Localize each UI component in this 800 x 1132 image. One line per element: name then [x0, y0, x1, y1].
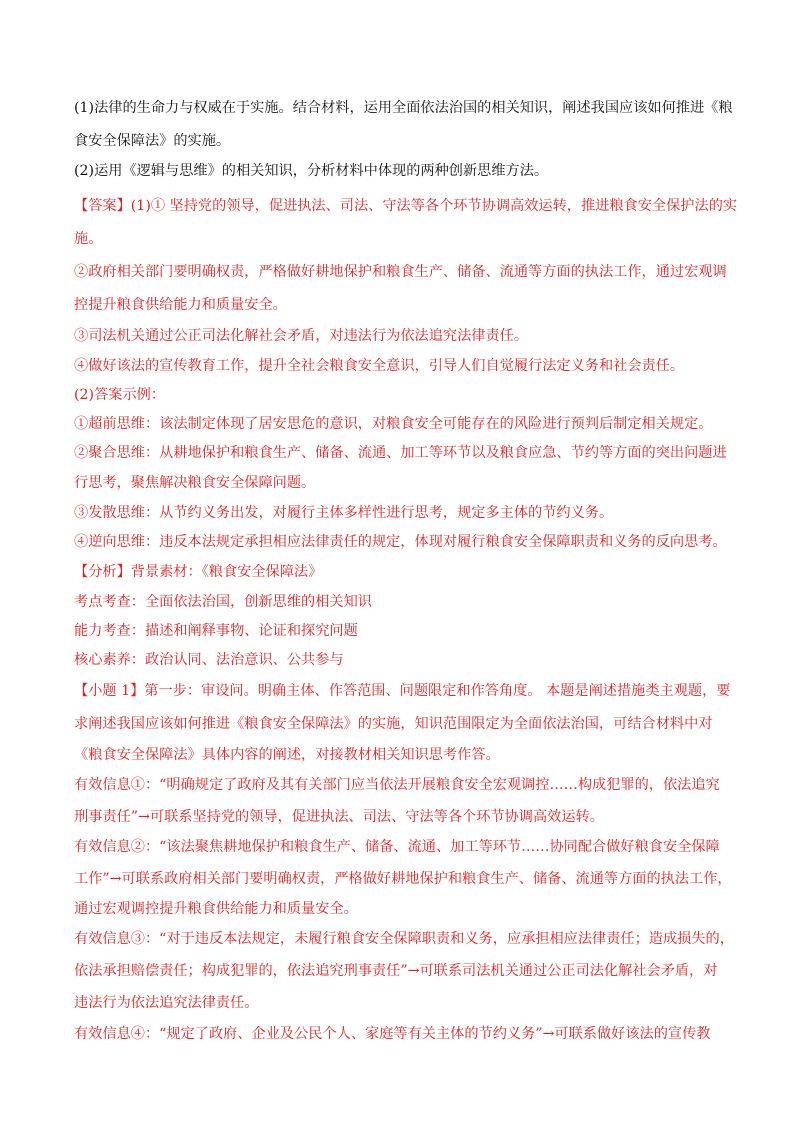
text-line: [74, 1024, 740, 1044]
text-line: [74, 929, 740, 949]
text-line: [74, 161, 740, 181]
text-line: [74, 443, 740, 463]
line-text: ②聚合思维：从耕地保护和粮食生产、储备、流通、加工等环节以及粮食应急、节约等方面的突出问题进: [74, 445, 727, 461]
text-line: [74, 681, 740, 701]
line-text: 通过宏观调控提升粮食供给能力和质量安全。: [74, 901, 358, 917]
line-text: (2)答案示例：: [74, 387, 166, 403]
line-text: 食安全保障法》的实施。: [74, 133, 231, 149]
line-text: (1)① 坚持党的领导，促进执法、司法、守法等各个环节协调高效运转，推进粮食安全保护法的实: [130, 198, 738, 214]
text-line: [74, 131, 740, 151]
line-text: 有效信息③：“对于违反本法规定，未履行粮食安全保障职责和义务，应承担相应法律责任；造成损失的，: [74, 931, 734, 947]
text-line: [74, 869, 740, 889]
text-line: [74, 837, 740, 857]
line-text: 违法行为依法追究法律责任。: [74, 995, 259, 1011]
section-label: 【答案】: [74, 198, 131, 214]
line-text: 工作”→可联系政府相关部门要明确权责，严格做好耕地保护和粮食生产、储备、流通等方面的执法工作，: [74, 871, 732, 887]
line-text: 背景素材：《粮食安全保障法》: [130, 564, 323, 580]
text-line: [74, 262, 740, 282]
text-line: [74, 385, 740, 405]
line-text: ③发散思维：从节约义务出发，对履行主体多样性进行思考，规定多主体的节约义务。: [74, 505, 614, 521]
text-line: [74, 714, 740, 734]
line-text: ④逆向思维：违反本法规定承担相应法律责任的规定，体现对履行粮食安全保障职责和义务的反向思考。: [74, 534, 727, 550]
line-text: 施。: [74, 231, 103, 247]
text-line: [74, 414, 740, 434]
text-line: [74, 562, 740, 582]
line-text: ③司法机关通过公正司法化解社会矛盾，对违法行为依法追究法律责任。: [74, 328, 529, 344]
text-line: [74, 196, 740, 216]
line-text: (1)法律的生命力与权威在于实施。结合材料，运用全面依法治国的相关知识，阐述我国应该如何推进《粮: [74, 100, 733, 116]
line-text: 求阐述我国应该如何推进《粮食安全保障法》的实施，知识范围限定为全面依法治国，可结合材料中对: [74, 716, 713, 732]
line-text: ①超前思维：该法制定体现了居安思危的意识，对粮食安全可能存在的风险进行预判后制定相关规定。: [74, 416, 713, 432]
text-line: [74, 229, 740, 249]
line-text: 核心素养：政治认同、法治意识、公共参与: [74, 652, 344, 668]
text-line: [74, 745, 740, 765]
line-text: (2)运用《逻辑与思维》的相关知识，分析材料中体现的两种创新思维方法。: [74, 163, 549, 179]
text-line: [74, 993, 740, 1013]
text-line: [74, 807, 740, 827]
line-text: 有效信息④：“规定了政府、企业及公民个人、家庭等有关主体的节约义务”→可联系做好该法的宣传教: [74, 1026, 711, 1042]
line-text: 有效信息①：“明确规定了政府及其有关部门应当依法开展粮食安全宏观调控……构成犯罪的，依法追究: [74, 777, 720, 793]
section-label: 【分析】: [74, 564, 131, 580]
text-line: [74, 98, 740, 118]
line-text: 刑事责任”→可联系坚持党的领导，促进执法、司法、守法等各个环节协调高效运转。: [74, 809, 604, 825]
text-line: [74, 650, 740, 670]
line-text: 能力考查：描述和阐释事物、论证和探究问题: [74, 623, 358, 639]
text-line: [74, 899, 740, 919]
text-line: [74, 775, 740, 795]
line-text: 控提升粮食供给能力和质量安全。: [74, 297, 287, 313]
text-line: [74, 295, 740, 315]
text-line: [74, 621, 740, 641]
line-text: 有效信息②：“该法聚焦耕地保护和粮食生产、储备、流通、加工等环节……协同配合做好粮食安全保障: [74, 839, 720, 855]
line-text: 依法承担赔偿责任；构成犯罪的，依法追究刑事责任”→可联系司法机关通过公正司法化解社会矛盾，对: [74, 963, 718, 979]
line-text: ④做好该法的宣传教育工作，提升全社会粮食安全意识，引导人们自觉履行法定义务和社会责任。: [74, 358, 685, 374]
text-line: [74, 961, 740, 981]
text-line: [74, 356, 740, 376]
text-line: [74, 326, 740, 346]
line-text: 行思考，聚焦解决粮食安全保障问题。: [74, 475, 316, 491]
line-text: 考点考查：全面依法治国，创新思维的相关知识: [74, 594, 372, 610]
section-label: 【小题 1】: [74, 683, 145, 699]
text-line: [74, 532, 740, 552]
text-line: [74, 592, 740, 612]
line-text: ②政府相关部门要明确权责，严格做好耕地保护和粮食生产、储备、流通等方面的执法工作，通过宏观调: [74, 264, 727, 280]
text-line: [74, 473, 740, 493]
text-line: [74, 503, 740, 523]
line-text: 第一步：审设问。明确主体、作答范围、问题限定和作答角度。 本题是阐述措施类主观题，要: [144, 683, 731, 699]
line-text: 《粮食安全保障法》具体内容的阐述，对接教材相关知识思考作答。: [74, 747, 500, 763]
